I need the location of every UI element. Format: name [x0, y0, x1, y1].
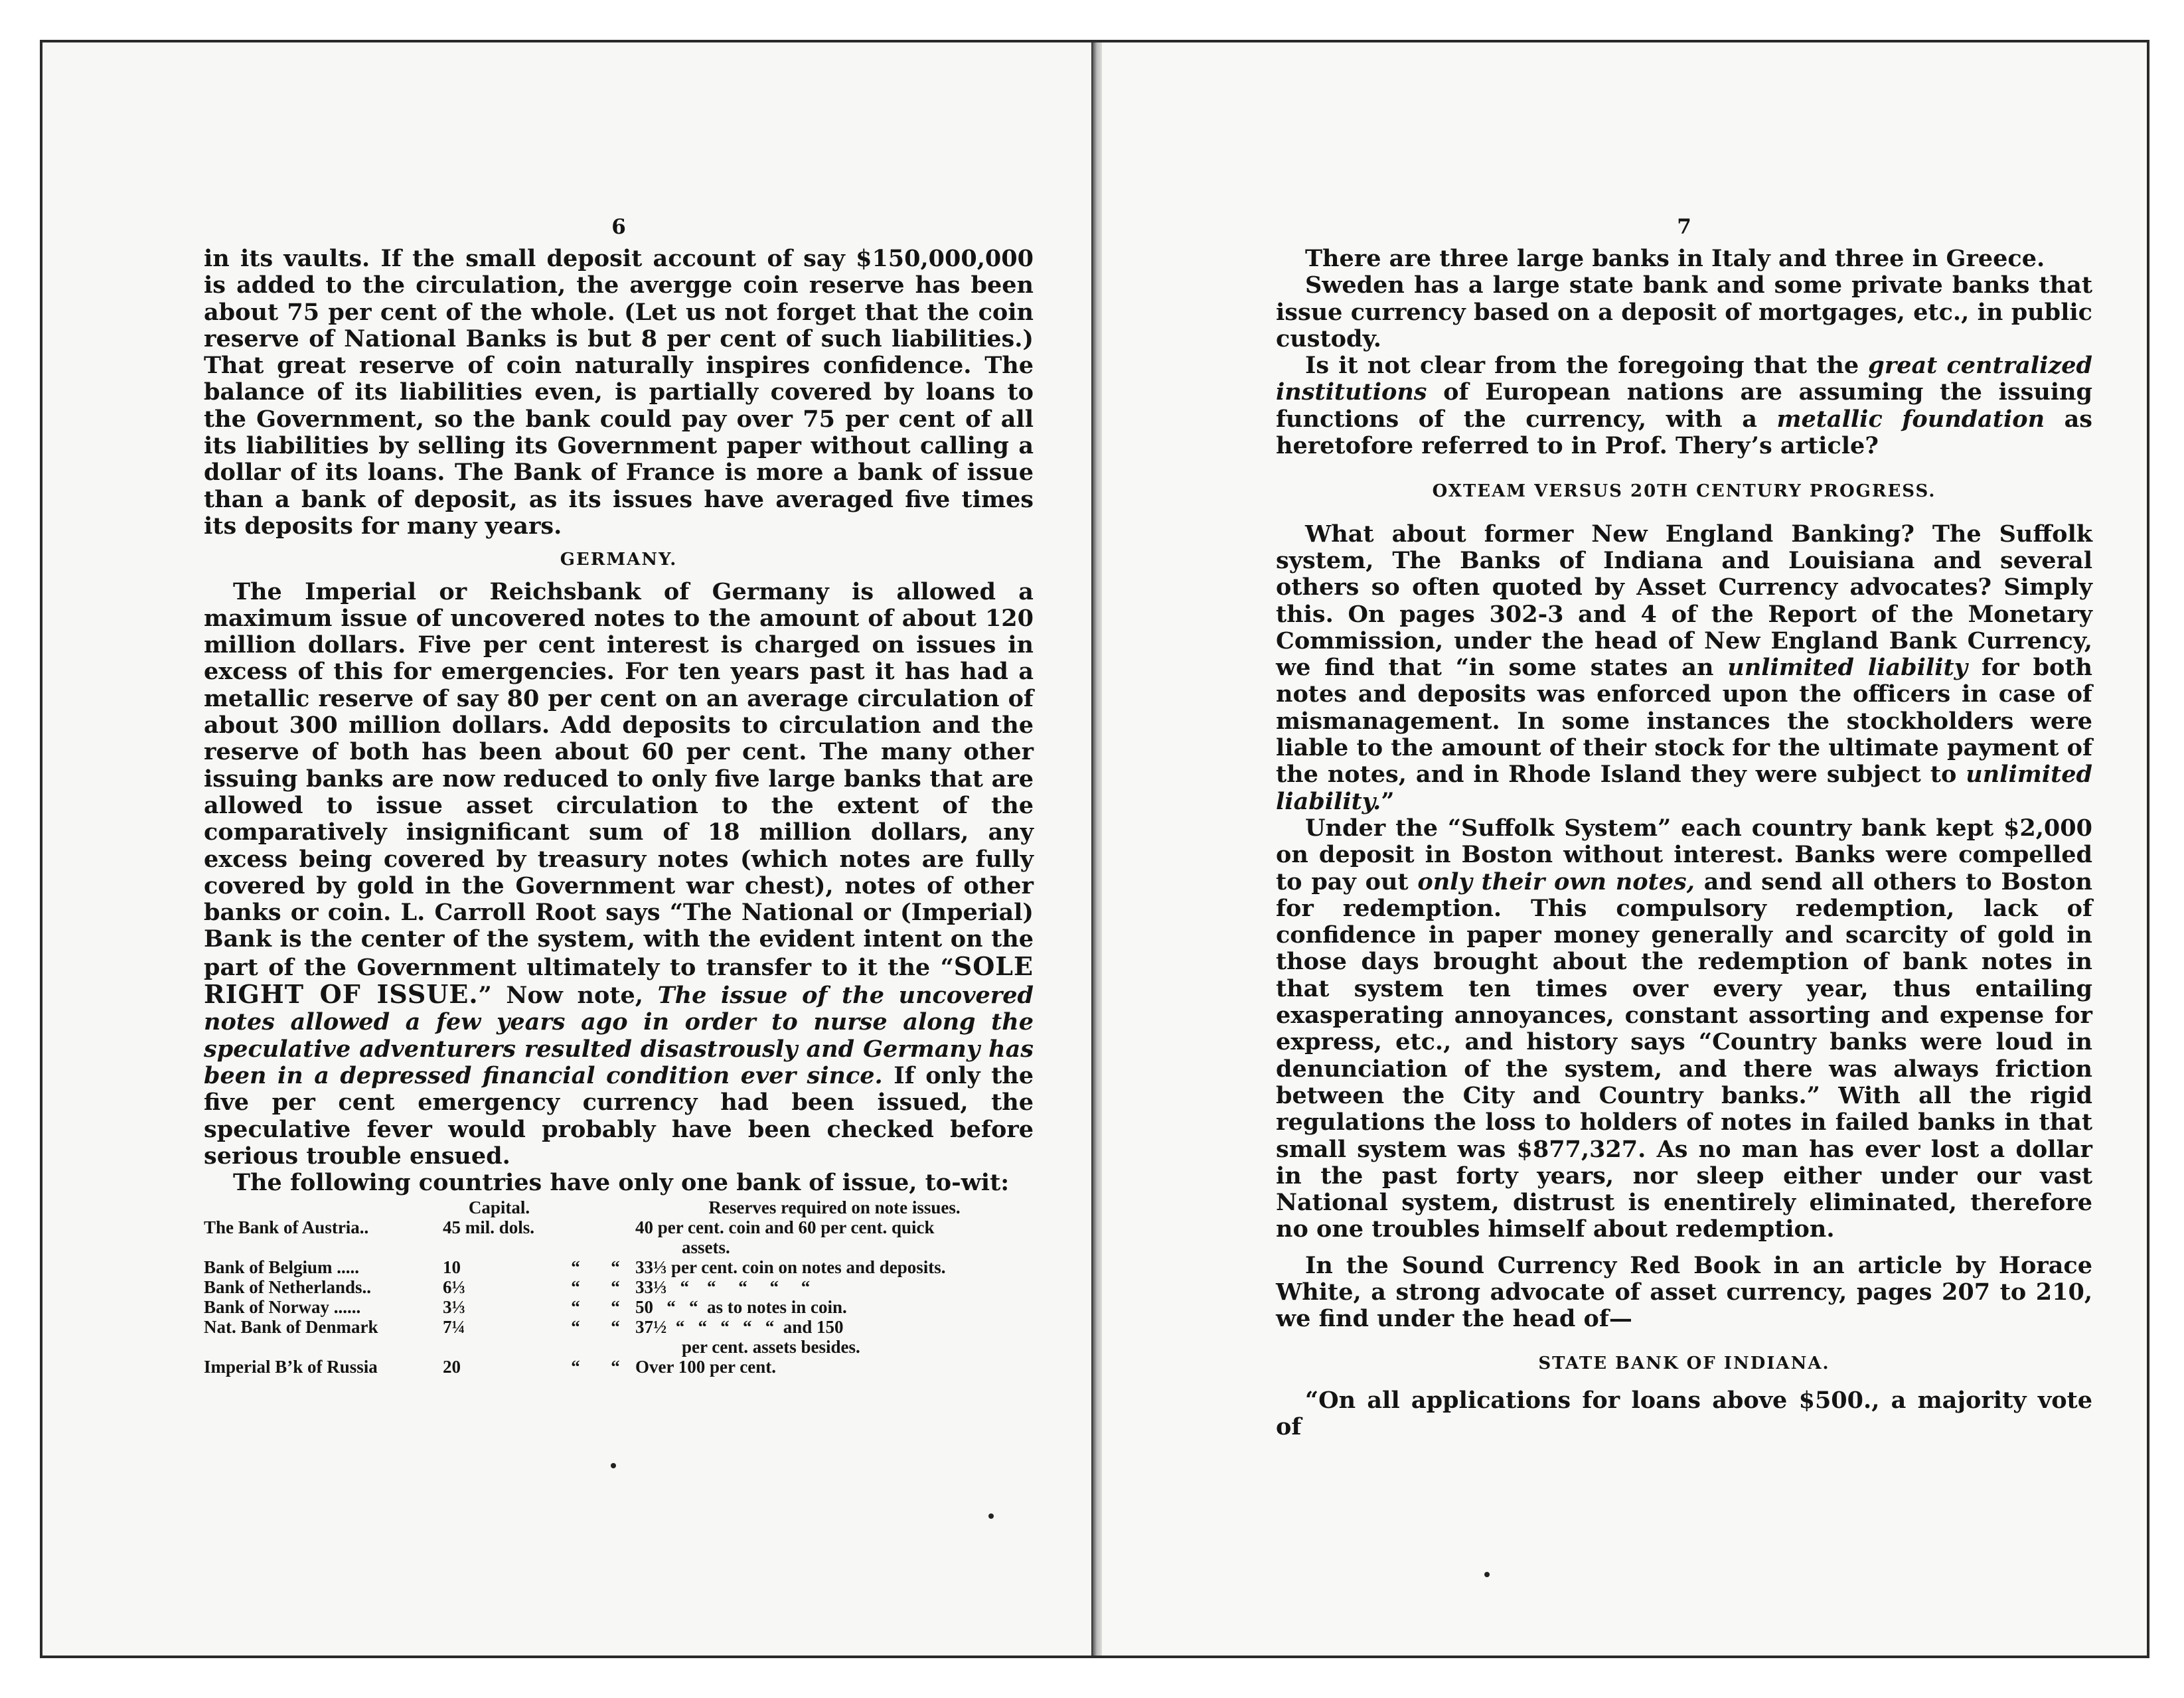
bank-capital: 7¼ — [443, 1317, 465, 1338]
bank-name: Bank of Belgium ..... — [204, 1257, 360, 1278]
table-row — [204, 1237, 1034, 1257]
table-row — [204, 1337, 1034, 1357]
italic-phrase: only their own notes, — [1417, 868, 1695, 895]
bank-reserves: 33⅓ per cent. coin on notes and deposits. — [635, 1257, 946, 1278]
italic-phrase: unlimited liability — [1727, 654, 1968, 682]
bank-reserves: per cent. assets besides. — [682, 1337, 860, 1357]
bank-name: Nat. Bank of Denmark — [204, 1317, 378, 1338]
right-paragraph-italy: There are three large banks in Italy and three in Greece. — [1305, 245, 2045, 272]
page-number-right: 7 — [1677, 215, 1691, 239]
germany-text-b: ” Now note, — [478, 982, 658, 1010]
bank-reserves: 40 per cent. coin and 60 per cent. quick — [635, 1217, 935, 1238]
right-page — [1102, 42, 2147, 1656]
right-paragraph-red-book: In the Sound Currency Red Book in an article by Horace White, a strong advocate of asset currency, pages 207 to 210, we find under the head of— — [1276, 1251, 2092, 1333]
bank-reserves: Over 100 per cent. — [635, 1357, 776, 1377]
bank-reserves: 33⅓ “ “ “ “ “ — [635, 1277, 811, 1298]
germany-text-c: If only the five per cent emergency currency had been issued, the speculative fever would probably have been checked before serious trouble ensued. — [204, 1061, 1034, 1170]
left-paragraph-countries: The following countries have only one bank of issue, to-wit: — [233, 1169, 1010, 1197]
ink-speck — [611, 1463, 616, 1468]
bank-capital: 45 mil. dols. — [443, 1217, 535, 1238]
germany-italic: The issue of the uncovered notes allowed a few years ago in order to nurse along the speculative adventurers resulted disastrously and Germany has been in a depressed financial condition ever since. — [204, 982, 1034, 1089]
ink-speck — [1484, 1572, 1490, 1577]
germany-text-a: The Imperial or Reichsbank of Germany is allowed a maximum issue of uncovered notes to the amount of about 120 million dollars. Five per cent interest is charged on issues in excess of this for emergencies. For ten years past it has had a metallic reserve of say 80 per cent on an average circulation of about 300 million dollars. Add deposits to circulation and the reserve of both has been about 60 per cent. The many other issuing banks are now reduced to only five large banks that are allowed to issue asset circulation to the extent of the comparatively insignificant sum of 18 million dollars, any excess being covered by treasury notes (which notes are fully covered by gold in the Government war chest), notes of other banks or coin. L. Carroll Root says “The National or (Imperial) Bank is the center of the system, with the evident intent on the part of the Government ultimately to transfer to it the “ — [204, 578, 1034, 981]
right-paragraph-foregoing: Is it not clear from the foregoing that the great centralized institutions of European nations are assuming the issuing functions of the currency, with a metallic foundation as heretofore referred to in Prof. Thery’s article? — [1276, 352, 2092, 460]
bank-capital: 20 — [443, 1357, 461, 1377]
table-row: Bank of Netherlands.. 6⅓ “ “ 33⅓ “ “ “ “ “ — [204, 1277, 1034, 1297]
heading-oxteam: OXTEAM VERSUS 20TH CENTURY PROGRESS. — [1432, 481, 1936, 502]
italic-phrase: unlimited liability. — [1276, 761, 2092, 815]
left-paragraph-germany — [204, 579, 1034, 1170]
right-paragraph-suffolk: Under the “Suffolk System” each country bank kept $2,000 on deposit in Boston without interest. Banks were compelled to pay out only their own notes, and send all others to Boston for redemption. This compulsory redemption, lack of confidence in paper money generally and scarcity of gold in those days brought about the redemption of bank notes in that system ten times over every year, thus entailing exasperating annoyances, constant assorting and expense for express, etc., and history says “Country banks were loud in denunciation of the system, and there was always friction between the City and Country banks.” With all the rigid regulations the loss to holders of notes in failed banks in that small system was $877,327. As no man has ever lost a dollar in the past forty years, nor sleep either under our vast National system, distrust is enentirely eliminated, therefore no one troubles himself about redemption. — [1276, 814, 2092, 1243]
right-text-column — [1276, 42, 2092, 1440]
heading-germany: GERMANY. — [560, 550, 678, 570]
bank-name: Imperial B’k of Russia — [204, 1357, 378, 1377]
page-number-left: 6 — [611, 215, 626, 239]
banks-table — [204, 1197, 1034, 1377]
table-row: Imperial B’k of Russia 20 “ “ Over 100 per cent. — [204, 1357, 1034, 1377]
bank-capital: 3⅓ — [443, 1297, 465, 1318]
table-row — [204, 1217, 1034, 1237]
left-paragraph-1: in its vaults. If the small deposit account of say $150,000,000 is added to the circulation, the avergge coin reserve has been about 75 per cent of the whole. (Let us not forget that the coin reserve of National Banks is but 8 per cent of such liabilities.) That great reserve of coin naturally inspires confidence. The balance of its liabilities even, is partially covered by loans to the Government, so the bank could pay over 75 per cent of all its liabilities by selling its Government paper without calling a dollar of its loans. The Bank of France is more a bank of issue than a bank of deposit, as its issues have averaged five times its deposits for many years. — [204, 245, 1034, 540]
left-page — [42, 42, 1095, 1656]
left-text-column — [204, 42, 1034, 1377]
header-reserves: Reserves required on note issues. — [708, 1197, 961, 1218]
table-row: Nat. Bank of Denmark 7¼ “ “ 37½ “ “ “ “ “ and 150 — [204, 1317, 1034, 1337]
bank-name: The Bank of Austria.. — [204, 1217, 369, 1238]
bank-reserves: assets. — [682, 1237, 730, 1258]
header-capital: Capital. — [468, 1197, 530, 1218]
bank-name: Bank of Norway ...... — [204, 1297, 361, 1318]
ink-speck — [988, 1513, 994, 1519]
bank-capital: 6⅓ — [443, 1277, 465, 1298]
banks-table-header — [204, 1197, 1034, 1217]
book-spread — [40, 40, 2149, 1658]
italic-phrase: metallic foundation — [1776, 405, 2045, 433]
right-paragraph-loans: “On all applications for loans above $500., a majority vote of — [1276, 1386, 2092, 1441]
right-paragraph-new-england: What about former New England Banking? The Suffolk system, The Banks of Indiana and Louisiana and several others so often quoted by Asset Currency advocates? Simply this. On pages 302-3 and 4 of the Report of the Monetary Commission, under the head of New England Bank Currency, we find that “in some states an unlimited liability for both notes and deposits was enforced upon the officers in case of mismanagement. In some instances the stockholders were liable to the amount of their stock for the ultimate payment of the notes, and in Rhode Island they were subject to unlimited liability.” — [1276, 520, 2092, 815]
bank-reserves: 50 “ “ as to notes in coin. — [635, 1297, 847, 1318]
table-row: Bank of Norway ...... 3⅓ “ “ 50 “ “ as to notes in coin. — [204, 1297, 1034, 1317]
table-row: Bank of Belgium ..... 10 “ “ 33⅓ per cent. coin on notes and deposits. — [204, 1257, 1034, 1277]
heading-state-bank-indiana: STATE BANK OF INDIANA. — [1538, 1353, 1830, 1373]
italic-phrase: great centralized institutions — [1276, 352, 2092, 406]
bank-reserves: 37½ “ “ “ “ “ and 150 — [635, 1317, 844, 1338]
sole-right-caps: SOLE RIGHT OF ISSUE. — [204, 951, 1034, 1010]
bank-name: Bank of Netherlands.. — [204, 1277, 372, 1298]
bank-capital: 10 — [443, 1257, 461, 1278]
right-paragraph-sweden: Sweden has a large state bank and some private banks that issue currency based on a deposit of mortgages, etc., in public custody. — [1276, 271, 2092, 352]
